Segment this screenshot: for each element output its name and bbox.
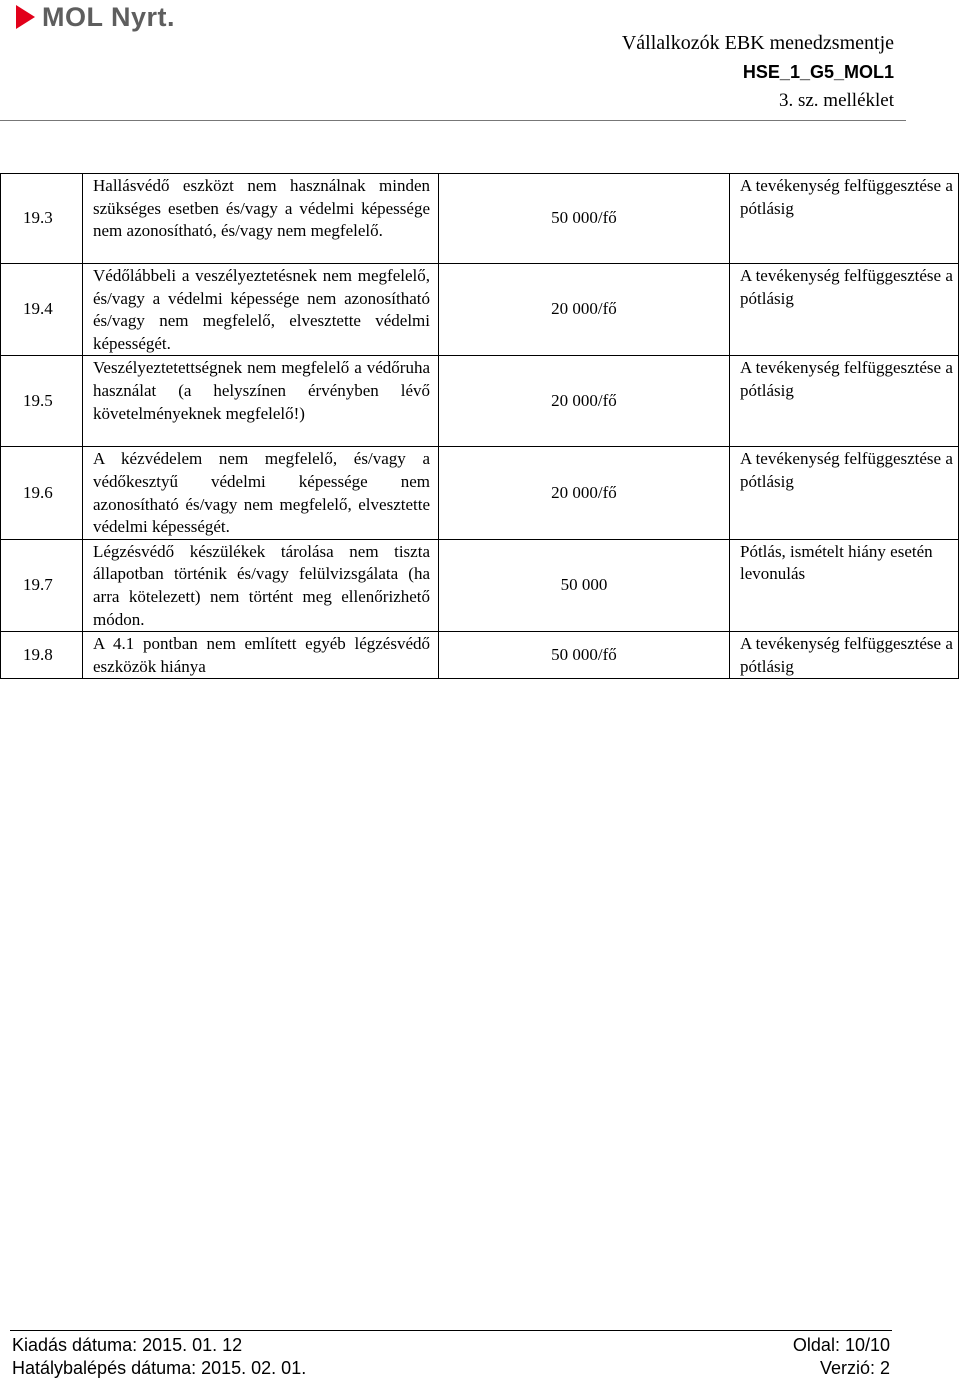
row-consequence: A tevékenység felfüggesztése a pótlásig	[730, 447, 959, 539]
version-label: Verzió: 2	[819, 1358, 890, 1378]
row-amount: 20 000/fő	[439, 264, 730, 356]
company-logo	[14, 2, 175, 32]
row-description: A kézvédelem nem megfelelő, és/vagy a védőkesztyű védelmi képessége nem azonosítható és/vagy nem megfelelő, elvesztette védelmi képességét.	[83, 447, 439, 539]
row-number: 19.5	[1, 356, 83, 447]
row-number: 19.8	[1, 632, 83, 679]
row-amount: 50 000/fő	[439, 174, 730, 264]
row-consequence: A tevékenység felfüggesztése a pótlásig	[730, 356, 959, 447]
footer-row-1	[12, 1335, 890, 1356]
document-title: Vállalkozók EBK menedzsmentje	[621, 32, 894, 54]
table-row	[1, 264, 959, 356]
document-header	[474, 30, 894, 114]
row-description: Veszélyeztetettségnek nem megfelelő a védőruha használat (a helyszínen érvényben lévő követelményeknek megfelelő!)	[83, 356, 439, 447]
table-row	[1, 356, 959, 447]
row-amount: 20 000/fő	[439, 447, 730, 539]
footer-divider	[10, 1330, 892, 1331]
row-consequence: A tevékenység felfüggesztése a pótlásig	[730, 632, 959, 679]
row-number: 19.4	[1, 264, 83, 356]
effective-date: Hatálybalépés dátuma: 2015. 02. 01.	[12, 1358, 307, 1378]
row-amount: 20 000/fő	[439, 356, 730, 447]
row-number: 19.6	[1, 447, 83, 539]
row-amount: 50 000/fő	[439, 632, 730, 679]
logo-text: MOL Nyrt.	[42, 1, 176, 32]
mol-arrow-icon	[14, 4, 36, 30]
table-row	[1, 539, 959, 631]
row-description: Hallásvédő eszközt nem használnak minden szükséges esetben és/vagy a védelmi képessége nem azonosítható, és/vagy nem megfelelő.	[83, 174, 439, 264]
page-number: Oldal: 10/10	[792, 1335, 890, 1355]
row-consequence: Pótlás, ismételt hiány esetén levonulás	[730, 539, 959, 631]
row-consequence: A tevékenység felfüggesztése a pótlásig	[730, 264, 959, 356]
appendix-label: 3. sz. melléklet	[778, 90, 894, 111]
table-row	[1, 447, 959, 539]
table-row	[1, 174, 959, 264]
penalty-table	[0, 173, 959, 679]
footer-row-2	[12, 1358, 890, 1379]
issue-date: Kiadás dátuma: 2015. 01. 12	[12, 1335, 243, 1355]
row-description: Légzésvédő készülékek tárolása nem tiszta állapotban történik és/vagy felülvizsgálata (ha arra kötelezett) nem történt meg ellenőrizhető módon.	[83, 539, 439, 631]
row-consequence: A tevékenység felfüggesztése a pótlásig	[730, 174, 959, 264]
row-number: 19.7	[1, 539, 83, 631]
row-description: A 4.1 pontban nem említett egyéb légzésvédő eszközök hiánya	[83, 632, 439, 679]
row-amount: 50 000	[439, 539, 730, 631]
row-description: Védőlábbeli a veszélyeztetésnek nem megfelelő, és/vagy a védelmi képessége nem azonosítható és/vagy nem megfelelő, elvesztette védelmi képességét.	[83, 264, 439, 356]
header-divider	[0, 120, 906, 121]
row-number: 19.3	[1, 174, 83, 264]
document-code: HSE_1_G5_MOL1	[742, 62, 894, 82]
table-row	[1, 632, 959, 679]
